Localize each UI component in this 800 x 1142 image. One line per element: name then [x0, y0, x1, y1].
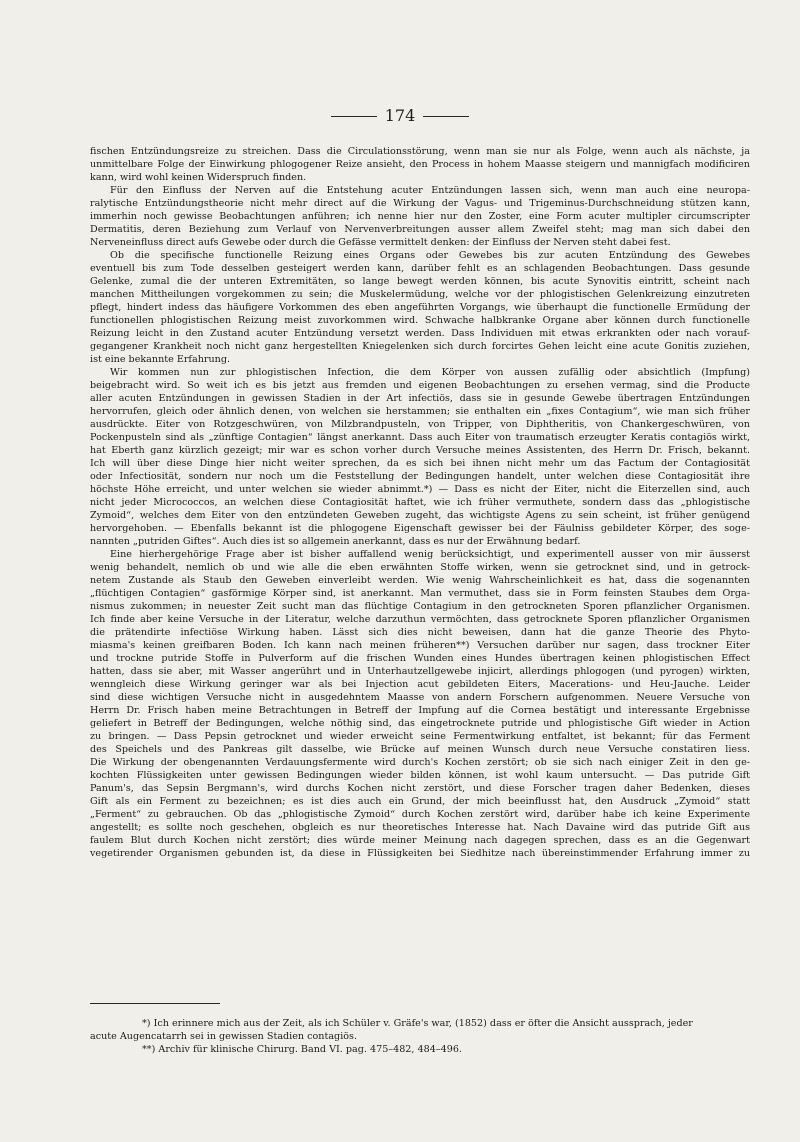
- text-line: Dermatitis, deren Beziehung zum Verlauf von Nervenverbreitungen ausser allem Zweifel steht; mag man sich dabei den: [90, 224, 750, 235]
- text-line: wenngleich diese Wirkung geringer war als bei Injection acut gebildeten Eiters, Macerations- und Heu-Jauche. Leider: [90, 679, 750, 690]
- text-line: sind diese wichtigen Versuche nicht in ausgedehntem Maasse von andern Forschern aufgenommen. Neuere Versuche von: [90, 692, 750, 703]
- text-line: Nerveneinfluss direct aufs Gewebe oder durch die Gefässe vermittelt denken: der Einfluss der Nerven steht dabei fest.: [90, 237, 671, 248]
- text-line: wenig behandelt, nemlich ob und wie alle die eben erwähnten Stoffe wirken, wenn sie getrocknet sind, und in getrock-: [90, 562, 750, 573]
- body-text: [90, 145, 750, 860]
- text-line: kann, wird wohl keinen Widerspruch finden.: [90, 172, 307, 183]
- text-line: hervorrufen, gleich oder ähnlich denen, von welchen sie herstammen; sie enthalten ein „fixes Contagium“, wie man sich früher: [90, 406, 750, 417]
- footnote-separator: [90, 1003, 220, 1004]
- text-line: „flüchtigen Contagien“ gasförmige Körper sind, ist anerkannt. Man vermuthet, dass sie in Form feinsten Staubes dem Orga-: [90, 588, 750, 599]
- text-line: hervorgehoben. — Ebenfalls bekannt ist die phlogogene Eigenschaft gewisser bei der Fäulniss gebildeter Körper, des soge-: [90, 523, 750, 534]
- footnote-line: **) Archiv für klinische Chirurg. Band VI. pag. 475–482, 484–496.: [142, 1044, 462, 1055]
- text-line: hat Eberth ganz kürzlich gezeigt; mir war es schon vorher durch Versuche meines Assistenten, des Herrn Dr. Frisch, bekannt.: [90, 445, 750, 456]
- text-line: Gift als ein Ferment zu bezeichnen; es ist dies auch ein Grund, der mich beeinflusst hat, den Ausdruck „Zymoid“ statt: [90, 796, 750, 807]
- text-line: Zymoid“, welches dem Eiter von den entzündeten Geweben zugeht, das wichtigste Agens zu sein scheint, ist früher genügend: [90, 510, 750, 521]
- text-line: Ich finde aber keine Versuche in der Literatur, welche darzuthun vermöchten, dass getrocknete Sporen pflanzlicher Organismen: [90, 614, 750, 625]
- text-line: zu bringen. — Dass Pepsin getrocknet und wieder erweicht seine Fermentwirkung entfaltet, ist bekannt; für das Ferment: [90, 731, 750, 742]
- text-line: Für den Einfluss der Nerven auf die Entstehung acuter Entzündungen lassen sich, wenn man auch eine neuropa-: [110, 185, 750, 196]
- text-line: nismus zukommen; in neuester Zeit sucht man das flüchtige Contagium in den getrockneten Sporen pflanzlicher Organismen.: [90, 601, 750, 612]
- text-line: nannten „putriden Giftes“. Auch dies ist so allgemein anerkannt, dass es nur der Erwähnung bedarf.: [90, 536, 581, 547]
- footnote-line: acute Augencatarrh sei in gewissen Stadien contagiös.: [90, 1031, 358, 1042]
- text-line: functionellen phlogistischen Reizung meist zuvorkommen wird. Schwache halbkranke Organe aber können durch functionelle: [90, 315, 750, 326]
- text-line: unmittelbare Folge der Einwirkung phlogogener Reize ansieht, den Process in hohem Maasse steigern und mannigfach modificiren: [90, 159, 750, 170]
- text-line: nicht jeder Micrococcos, an welchen diese Contagiosität haftet, wie ich früher vermuthete, sondern dass das „phlogistische: [90, 497, 750, 508]
- text-line: beigebracht wird. So weit ich es bis jetzt aus fremden und eigenen Beobachtungen zu ersehen vermag, sind die Producte: [90, 380, 750, 391]
- text-line: Herrn Dr. Frisch haben meine Betrachtungen in Betreff der Impfung auf die Cornea bestätigt und interessante Ergebnisse: [90, 705, 750, 716]
- page-number-text: 174: [384, 106, 416, 125]
- text-line: faulem Blut durch Kochen nicht zerstört; dies würde meiner Meinung nach dagegen sprechen, dass es an die Gegenwart: [90, 835, 750, 846]
- text-line: höchste Höhe erreicht, und unter welchen sie wieder abnimmt.*) — Dass es nicht der Eiter, nicht die Eiterzellen sind, auch: [90, 484, 750, 495]
- text-line: ausdrückte. Eiter von Rotzgeschwüren, von Milzbrandpusteln, von Tripper, von Diphtheritis, von Chankergeschwüren, von: [90, 419, 750, 430]
- text-line: die prätendirte infectiöse Wirkung haben. Lässt sich dies nicht beweisen, dann hat die ganze Theorie des Phyto-: [90, 627, 750, 638]
- text-line: pflegt, hindert indess das häufigere Vorkommen des eben angeführten Vorgangs, wie überhaupt die functionelle Ermüdung der: [90, 302, 750, 313]
- text-line: oder Infectiosität, sondern nur noch um die Feststellung der Bedingungen handelt, unter welchen diese Contagiosität ihre: [90, 471, 750, 482]
- text-line: des Speichels und des Pankreas gilt dasselbe, wie Brücke auf meinen Wunsch durch neue Versuche constatiren liess.: [90, 744, 750, 755]
- text-line: kochten Flüssigkeiten unter gewissen Bedingungen wieder bilden können, ist wohl kaum untersucht. — Das putride Gift: [90, 770, 750, 781]
- text-line: geliefert in Betreff der Bedingungen, welche nöthig sind, das eingetrocknete putride und phlogistische Gift wieder in Action: [90, 718, 750, 729]
- text-line: „Ferment“ zu gebrauchen. Ob das „phlogistische Zymoid“ durch Kochen zerstört wird, darüber habe ich keine Experimente: [90, 809, 750, 820]
- text-line: Pockenpusteln sind als „zünftige Contagien“ längst anerkannt. Dass auch Eiter von traumatisch erzeugter Keratis contagiös wirkt,: [90, 432, 750, 443]
- text-line: Panum's, das Sepsin Bergmann's, wird durchs Kochen nicht zerstört, und diese Forscher tragen daher Bedenken, dieses: [90, 783, 750, 794]
- text-line: vegetirender Organismen gebunden ist, da diese in Flüssigkeiten bei Siedhitze nach übereinstimmender Erfahrung immer zu: [90, 848, 750, 859]
- text-line: Ich will über diese Dinge hier nicht weiter sprechen, da es sich bei ihnen nicht mehr um das Factum der Contagiosität: [90, 458, 750, 469]
- text-line: Ob die specifische functionelle Reizung eines Organs oder Gewebes bis zur acuten Entzündung des Gewebes: [110, 250, 750, 261]
- text-line: Die Wirkung der obengenannten Verdauungsfermente wird durch's Kochen zerstört; ob sie sich nach einiger Zeit in den ge-: [90, 757, 750, 768]
- page-number-rule-left: [331, 116, 377, 117]
- text-line: eventuell bis zum Tode desselben gesteigert werden kann, darüber fehlt es an schlagenden Beobachtungen. Dass gesunde: [90, 263, 750, 274]
- text-line: angestellt; es sollte noch geschehen, obgleich es nur theoretisches Interesse hat. Nach Davaine wird das putride Gift aus: [90, 822, 750, 833]
- text-line: aller acuten Entzündungen in gewissen Stadien in der Art infectiös, dass sie in gesunde Gewebe übertragen Entzündungen: [90, 393, 750, 404]
- text-line: Eine hierhergehörige Frage aber ist bisher auffallend wenig berücksichtigt, und experimentell ausser von mir äusserst: [110, 549, 750, 560]
- text-line: ralytische Entzündungstheorie nicht mehr direct auf die Wirkung der Vagus- und Trigeminus-Durchschneidung stützen kann,: [90, 198, 750, 209]
- footnotes: [90, 1017, 750, 1056]
- text-line: immerhin noch gewisse Beobachtungen anführen; ich nenne hier nur den Zoster, eine Form acuter multipler circumscripter: [90, 211, 750, 222]
- text-line: hatten, dass sie aber, mit Wasser angerührt und in Unterhautzellgewebe injicirt, allerdings phlogogen (und pyrogen) wirkten,: [90, 666, 750, 677]
- text-line: manchen Mittheilungen vorgekommen zu sein; die Muskelermüdung, welche vor der phlogistischen Gelenkreizung einzutreten: [90, 289, 750, 300]
- text-line: ist eine bekannte Erfahrung.: [90, 354, 231, 365]
- text-line: miasma's keinen greifbaren Boden. Ich kann nach meinen früheren**) Versuchen darüber nur sagen, dass trockner Eiter: [90, 640, 750, 651]
- text-line: fischen Entzündungsreize zu streichen. Dass die Circulationsstörung, wenn man sie nur als Folge, wenn auch als nächste, ja: [90, 146, 750, 157]
- footnote-line: *) Ich erinnere mich aus der Zeit, als ich Schüler v. Gräfe's war, (1852) dass er öfter die Ansicht aussprach, jeder: [142, 1018, 693, 1029]
- text-line: Reizung leicht in den Zustand acuter Entzündung versetzt werden. Dass Individuen mit etwas erkrankten oder nach vorauf-: [90, 328, 750, 339]
- page-number-rule-right: [423, 116, 469, 117]
- text-line: Wir kommen nun zur phlogistischen Infection, die dem Körper von aussen zufällig oder absichtlich (Impfung): [110, 367, 750, 378]
- text-line: gegangener Krankheit noch nicht ganz hergestellten Kniegelenken sich durch forcirtes Gehen leicht eine acute Gonitis zuziehen,: [90, 341, 750, 352]
- text-line: Gelenke, zumal die der unteren Extremitäten, so lange bewegt werden können, bis acute Synovitis eintritt, scheint nach: [90, 276, 750, 287]
- text-line: und trockne putride Stoffe in Pulverform auf die frischen Wunden eines Hundes übertragen keinen phlogistischen Effect: [90, 653, 750, 664]
- page-number: [0, 106, 800, 126]
- text-line: netem Zustande als Staub den Geweben einverleibt werden. Wie wenig Wahrscheinlichkeit es hat, dass die sogenannten: [90, 575, 750, 586]
